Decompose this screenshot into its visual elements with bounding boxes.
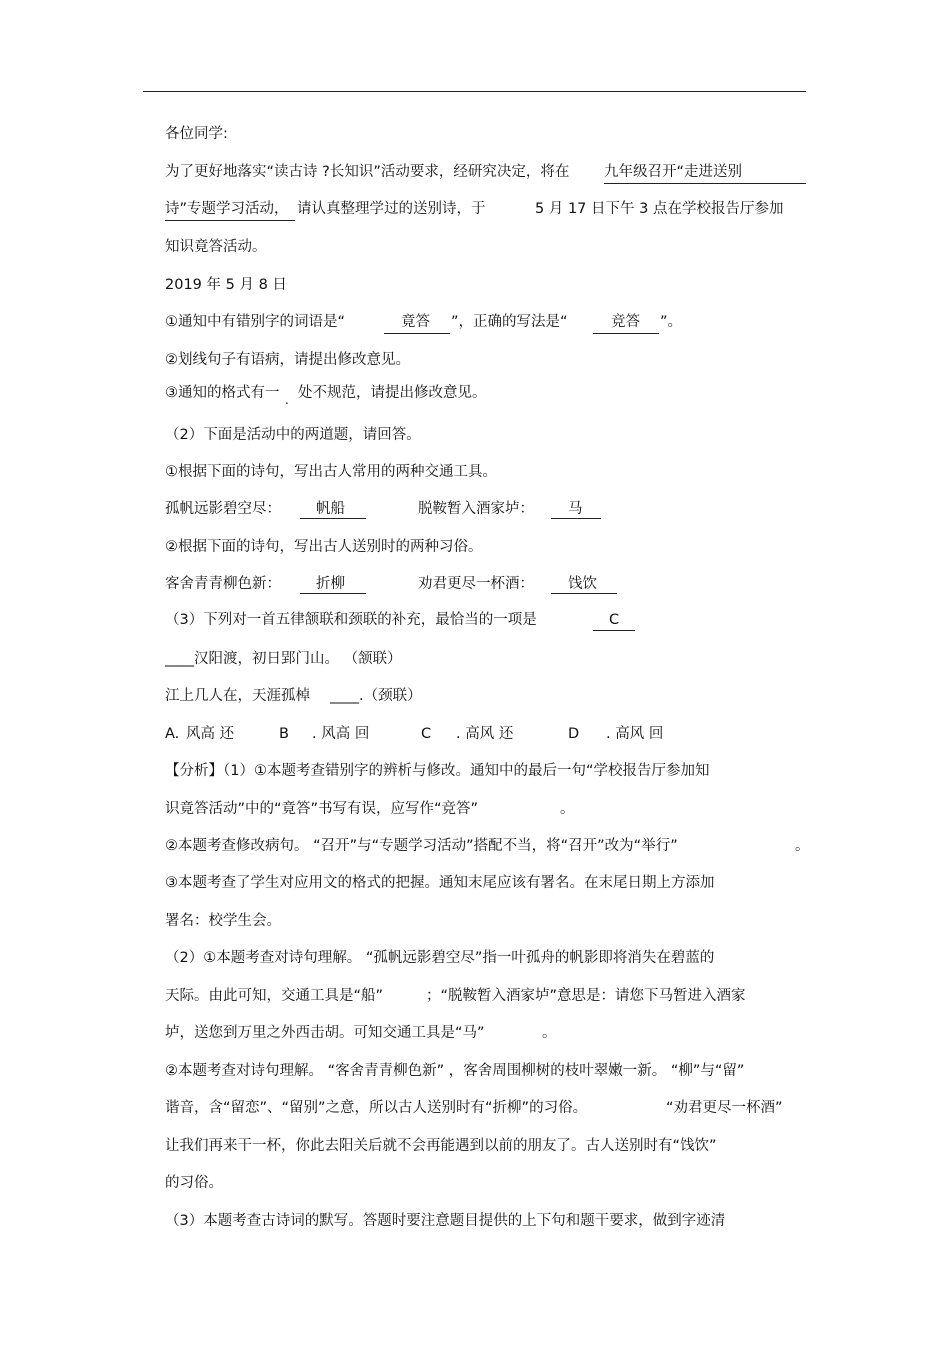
analysis-p5-line2-b: “劝君更尽一杯酒”	[666, 1100, 783, 1116]
notice-body-line2-c: 5 月 17 日下午 3 点在学校报告厅参加	[535, 201, 784, 217]
option-a-text: 风高 还	[186, 726, 235, 742]
q1-sub3-a: ③通知的格式有一	[165, 385, 280, 401]
analysis-p5-line4: 的习俗。	[165, 1175, 223, 1191]
answer-custom-2: 饯饮	[568, 576, 597, 592]
poem-line-3: 客舍青青柳色新：	[165, 576, 281, 592]
answer-underline	[551, 593, 617, 594]
part2-q1: ①根据下面的诗句，写出古人常用的两种交通工具。	[165, 464, 497, 480]
q1-answer-wrong-word: 竟答	[401, 314, 430, 330]
analysis-p4-line3-a: 垆，送您到万里之外西击胡。可知交通工具是“马”	[165, 1025, 485, 1041]
option-d-text: . 高风 回	[606, 726, 664, 742]
notice-body-line1-underlined: 九年级召开“走进送别	[604, 164, 743, 180]
answer-transport-2: 马	[568, 501, 583, 517]
analysis-p5-line1: ②本题考查对诗句理解。 “客舍青青柳色新” ，客舍周围柳树的枝叶翠嫩一新。 “柳”与“留”	[165, 1063, 745, 1079]
q1-sub1-b: ”，正确的写法是“	[451, 314, 568, 330]
option-b-letter: B	[279, 726, 289, 742]
analysis-p5-line2-a: 谐音，含“留恋”、“留别”之意，所以古人送别时有“折柳”的习俗。	[165, 1100, 588, 1116]
answer-underline	[300, 518, 366, 519]
part2-title: （2）下面是活动中的两道题，请回答。	[165, 427, 421, 443]
greeting: 各位同学:	[165, 126, 228, 142]
verse-line-2-a: 江上几人在，天涯孤棹	[165, 688, 310, 704]
analysis-p4-line2-a: 天际。由此可知，交通工具是“船”	[165, 988, 384, 1004]
answer-underline	[593, 630, 635, 631]
analysis-p3-line2: 署名：校学生会。	[165, 913, 281, 929]
analysis-p2-a: ②本题考查修改病句。 “召开”与“专题学习活动”搭配不当，将“召开”改为“举行”	[165, 838, 678, 854]
underline	[165, 220, 295, 221]
analysis-p1-line2-a: 识竟答活动”中的“竟答”书写有误，应写作“竞答”	[165, 801, 479, 817]
notice-body-line1-a: 为了更好地落实“读古诗 ?长知识”活动要求，经研究决定，将在	[165, 164, 570, 180]
analysis-p1-line1: 【分析】（1）①本题考查错别字的辨析与修改。通知中的最后一句“学校报告厅参加知	[165, 763, 710, 779]
analysis-p6-line1: （3）本题考查古诗词的默写。答题时要注意题目提供的上下句和题干要求，做到字迹清	[165, 1213, 726, 1229]
option-d-letter: D	[568, 726, 580, 742]
answer-custom-1: 折柳	[316, 576, 345, 592]
notice-body-line2-b: 请认真整理学过的送别诗，于	[297, 201, 486, 217]
analysis-p3-line1: ③本题考查了学生对应用文的格式的把握。通知末尾应该有署名。在末尾日期上方添加	[165, 875, 715, 891]
underline	[604, 183, 806, 184]
q1-sub2: ②划线句子有语病，请提出修改意见。	[165, 352, 410, 368]
q1-sub1-c: ”。	[660, 314, 683, 330]
part3-title: （3）下列对一首五律颔联和颈联的补充，最恰当的一项是	[165, 612, 537, 628]
notice-body-line3: 知识竟答活动。	[165, 239, 267, 255]
q1-answer-correct-word: 竞答	[611, 314, 640, 330]
analysis-p4-line3-b: 。	[542, 1025, 557, 1041]
option-c-text: . 高风 还	[456, 726, 514, 742]
option-c-letter: C	[421, 726, 432, 742]
option-a-letter: A.	[165, 726, 180, 742]
poem-line-4: 劝君更尽一杯酒：	[418, 576, 534, 592]
q1-sub1-a: ①通知中有错别字的词语是“	[165, 314, 346, 330]
analysis-p2-b: 。	[795, 838, 810, 854]
poem-line-2: 脱鞍暂入酒家垆：	[418, 501, 534, 517]
poem-line-1: 孤帆远影碧空尽：	[165, 501, 281, 517]
analysis-p4-line2-b: ；“脱鞍暂入酒家垆”意思是：请您下马暂进入酒家	[426, 988, 746, 1004]
verse-line-2-b: ____.（颈联）	[330, 688, 422, 704]
answer-underline	[593, 333, 659, 334]
answer-transport-1: 帆船	[316, 501, 345, 517]
q1-sub3-b: 处不规范，请提出修改意见。	[298, 385, 487, 401]
emphasis-dot: .	[285, 393, 289, 407]
notice-date: 2019 年 5 月 8 日	[165, 277, 287, 293]
verse-line-1: ____汉阳渡，初日郢门山。 （颔联）	[165, 651, 402, 667]
analysis-p4-line1: （2）①本题考查对诗句理解。 “孤帆远影碧空尽”指一叶孤舟的帆影即将消失在碧蓝的	[165, 950, 715, 966]
header-rule	[143, 91, 806, 92]
part3-answer: C	[609, 612, 620, 628]
analysis-p5-line3: 让我们再来干一杯，你此去阳关后就不会再能遇到以前的朋友了。古人送别时有“饯饮”	[165, 1138, 717, 1154]
option-b-text: . 风高 回	[312, 726, 370, 742]
part2-q2: ②根据下面的诗句，写出古人送别时的两种习俗。	[165, 539, 483, 555]
analysis-p1-line2-b: 。	[560, 801, 575, 817]
notice-body-line2-underlined: 诗”专题学习活动，	[165, 201, 289, 217]
answer-underline	[384, 333, 450, 334]
answer-underline	[551, 518, 601, 519]
answer-underline	[300, 593, 366, 594]
